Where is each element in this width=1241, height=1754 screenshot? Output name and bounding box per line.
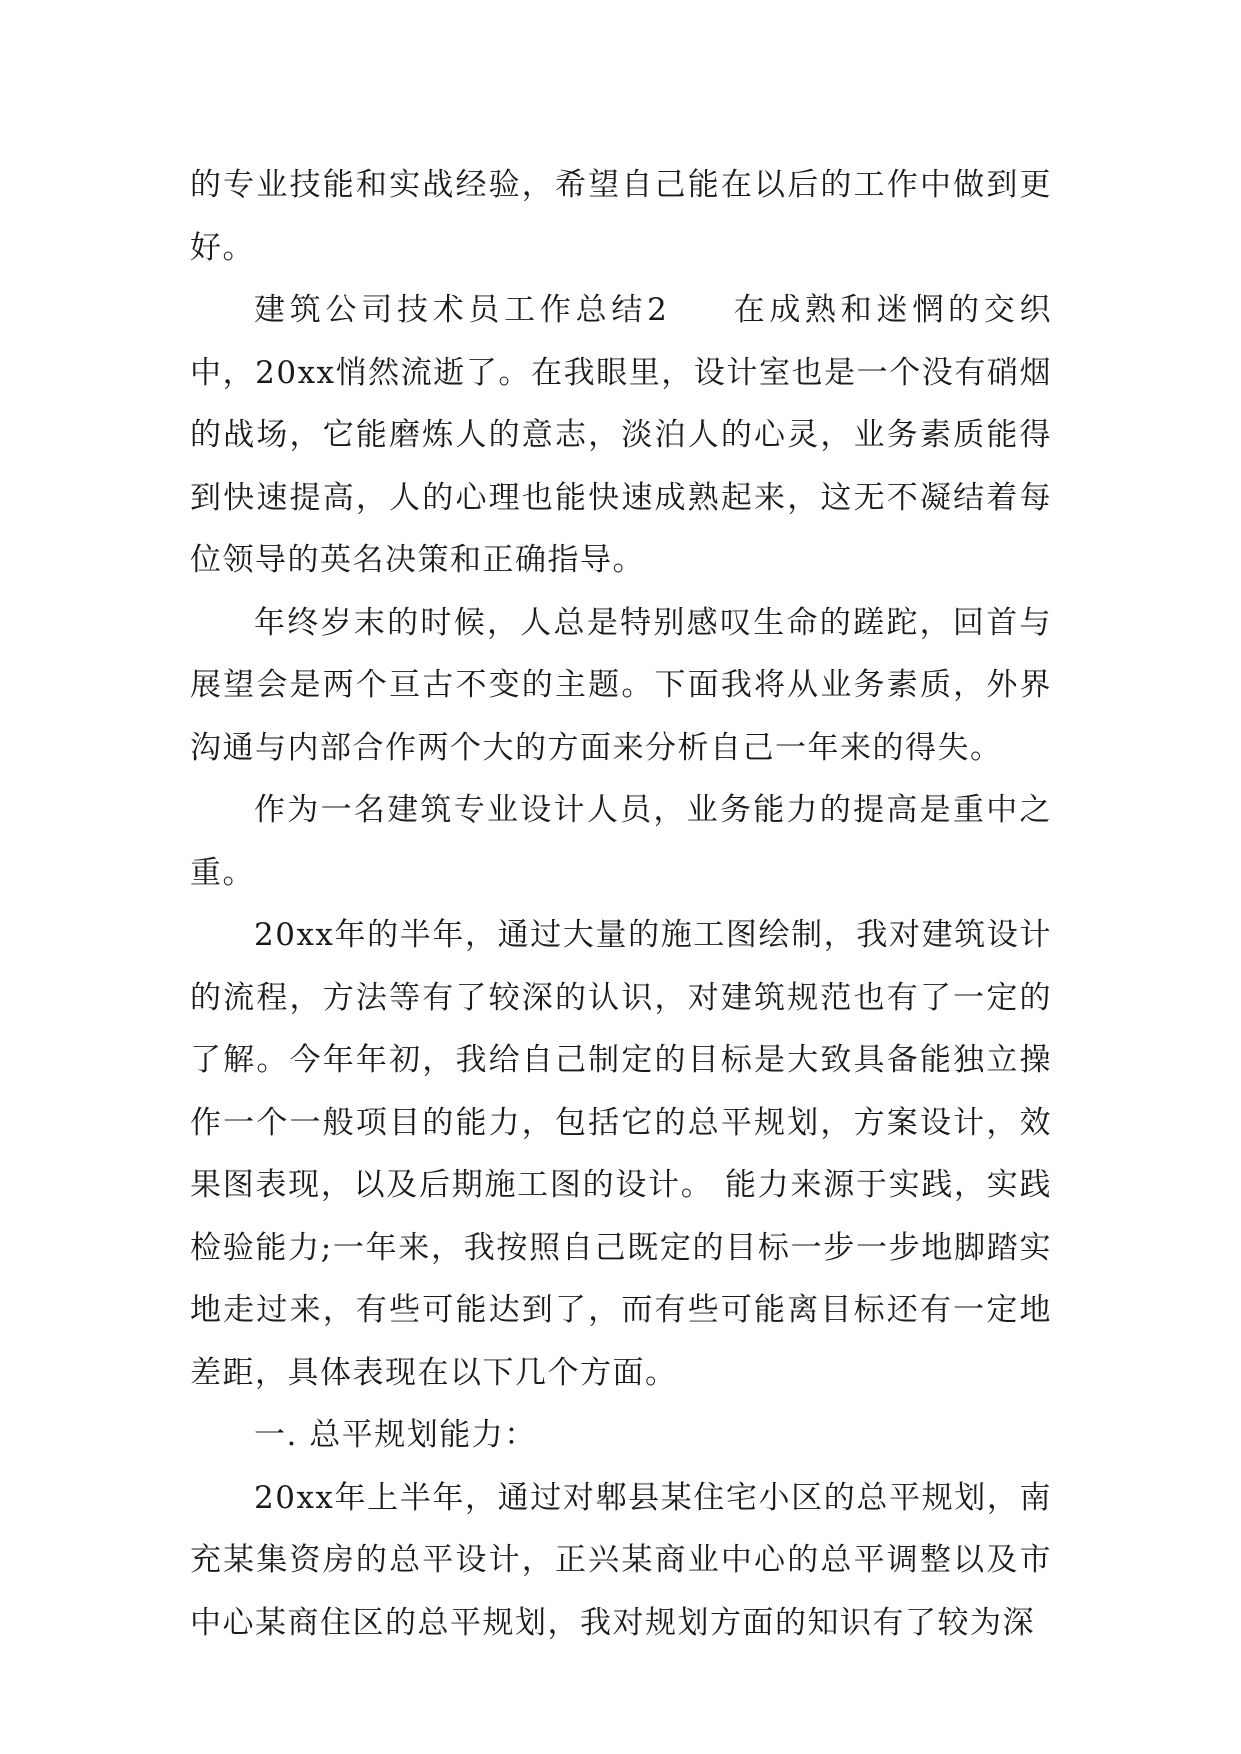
paragraph-intro-continuation: 的专业技能和实战经验，希望自己能在以后的工作中做到更好。 — [190, 167, 1052, 266]
heading-master-planning: 一. 总平规划能力： — [254, 1417, 537, 1453]
section-title: 建筑公司技术员工作总结2 — [254, 292, 669, 328]
paragraph-summary-2-opening — [190, 279, 1052, 592]
paragraph-business-ability: 作为一名建筑专业设计人员，业务能力的提高是重中之重。 — [190, 792, 1052, 891]
paragraph-master-planning-detail: 20xx年上半年，通过对郫县某住宅小区的总平规划，南充某集资房的总平设计，正兴某商业中心的总平调整以及市中心某商住区的总平规划，我对规划方面的知识有了较为深 — [190, 1479, 1052, 1641]
paragraph-summary-2-text: 在成熟和迷惘的交织中，20xx悄然流逝了。在我眼里，设计室也是一个没有硝烟的战场，它能磨炼人的意志，淡泊人的心灵，业务素质能得到快速提高，人的心理也能快速成熟起来，这无不凝结着每位领导的英名决策和正确指导。 — [190, 292, 1052, 578]
paragraph-half-year-review: 20xx年的半年，通过大量的施工图绘制，我对建筑设计的流程，方法等有了较深的认识，对建筑规范也有了一定的了解。今年年初，我给自己制定的目标是大致具备能独立操作一个一般项目的能力，包括它的总平规划，方案设计，效果图表现，以及后期施工图的设计。 能力来源于实践，实践检验能力;一年来，我按照自己既定的目标一步一步地脚踏实地走过来，有些可能达到了，而有些可能离目标还有一定地差距，具体表现在以下几个方面。 — [190, 917, 1052, 1391]
paragraph-year-end-reflection: 年终岁末的时候，人总是特别感叹生命的蹉跎，回首与展望会是两个亘古不变的主题。下面我将从业务素质，外界沟通与内部合作两个大的方面来分析自己一年来的得失。 — [190, 604, 1052, 766]
document-body — [190, 154, 1052, 1654]
